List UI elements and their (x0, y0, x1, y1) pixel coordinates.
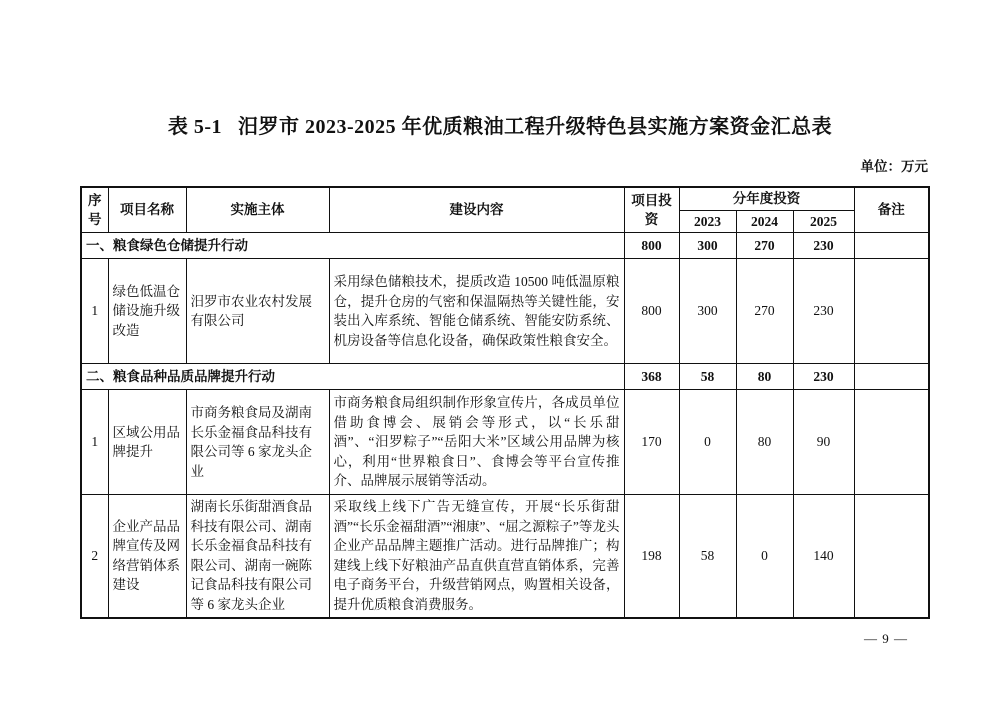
section-title: 一、粮食绿色仓储提升行动 (81, 233, 624, 259)
unit-label: 单位：万元 (860, 159, 928, 174)
col-header-total-investment: 项目投资 (624, 187, 679, 233)
row-total: 170 (624, 390, 679, 495)
row-construction-content: 市商务粮食局组织制作形象宣传片，各成员单位借助食博会、展销会等形式，以“长乐甜酒”、“汨罗粽子”“岳阳大米”区域公用品牌为核心，利用“世界粮食日”、食博会等平台宣传推介、品牌展示展销等活动。 (329, 390, 624, 495)
row-implementer: 市商务粮食局及湖南长乐金福食品科技有限公司等 6 家龙头企业 (186, 390, 329, 495)
section-row-1 (81, 233, 929, 259)
col-header-year-2024: 2024 (736, 210, 793, 233)
section-2023: 300 (679, 233, 736, 259)
row-2023: 300 (679, 259, 736, 364)
row-project-name: 区域公用品牌提升 (108, 390, 186, 495)
col-header-remarks: 备注 (854, 187, 929, 233)
section-total: 800 (624, 233, 679, 259)
row-implementer: 湖南长乐街甜酒食品科技有限公司、湖南长乐金福食品科技有限公司、湖南一碗陈记食品科技有限公司等 6 家龙头企业 (186, 495, 329, 618)
section-row-2 (81, 364, 929, 390)
section-remark (854, 233, 929, 259)
table-row (81, 259, 929, 364)
table-number-label: 表 5-1 (167, 116, 222, 138)
table-row (81, 390, 929, 495)
row-seq: 1 (81, 390, 108, 495)
table-title-text: 汨罗市 2023-2025 年优质粮油工程升级特色县实施方案资金汇总表 (238, 116, 833, 138)
row-2024: 80 (736, 390, 793, 495)
page-title (0, 110, 1000, 139)
header-row-1 (81, 187, 929, 210)
row-remark (854, 495, 929, 618)
row-seq: 2 (81, 495, 108, 618)
row-project-name: 绿色低温仓储设施升级改造 (108, 259, 186, 364)
row-total: 800 (624, 259, 679, 364)
row-2023: 0 (679, 390, 736, 495)
col-header-year-2023: 2023 (679, 210, 736, 233)
section-2024: 270 (736, 233, 793, 259)
col-header-project-name: 项目名称 (108, 187, 186, 233)
row-construction-content: 采取线上线下广告无缝宣传，开展“长乐街甜酒”“长乐金福甜酒”“湘康”、“屈之源粽子”等龙头企业产品品牌主题推广活动。进行品牌推广；构建线上线下好粮油产品直供直营直销体系，完善电子商务平台，升级营销网点，购置相关设备，提升优质粮食消费服务。 (329, 495, 624, 618)
page-number: — 9 — (864, 631, 908, 646)
row-implementer: 汨罗市农业农村发展有限公司 (186, 259, 329, 364)
col-header-year-2025: 2025 (793, 210, 854, 233)
row-construction-content: 采用绿色储粮技术，提质改造 10500 吨低温原粮仓，提升仓房的气密和保温隔热等关键性能，安装出入库系统、智能仓储系统、智能安防系统、机房设备等信息化设备，确保政策性粮食安全。 (329, 259, 624, 364)
section-remark (854, 364, 929, 390)
col-header-seq: 序号 (81, 187, 108, 233)
row-2023: 58 (679, 495, 736, 618)
section-title: 二、粮食品种品质品牌提升行动 (81, 364, 624, 390)
table-row (81, 495, 929, 618)
section-2024: 80 (736, 364, 793, 390)
row-2025: 90 (793, 390, 854, 495)
col-header-implementer: 实施主体 (186, 187, 329, 233)
row-2024: 0 (736, 495, 793, 618)
section-total: 368 (624, 364, 679, 390)
row-seq: 1 (81, 259, 108, 364)
row-2024: 270 (736, 259, 793, 364)
row-total: 198 (624, 495, 679, 618)
fund-summary-table (80, 186, 930, 619)
section-2023: 58 (679, 364, 736, 390)
col-header-construction: 建设内容 (329, 187, 624, 233)
row-remark (854, 259, 929, 364)
row-2025: 230 (793, 259, 854, 364)
section-2025: 230 (793, 364, 854, 390)
section-2025: 230 (793, 233, 854, 259)
row-2025: 140 (793, 495, 854, 618)
col-header-annual-investment: 分年度投资 (679, 187, 854, 210)
row-remark (854, 390, 929, 495)
row-project-name: 企业产品品牌宣传及网络营销体系建设 (108, 495, 186, 618)
